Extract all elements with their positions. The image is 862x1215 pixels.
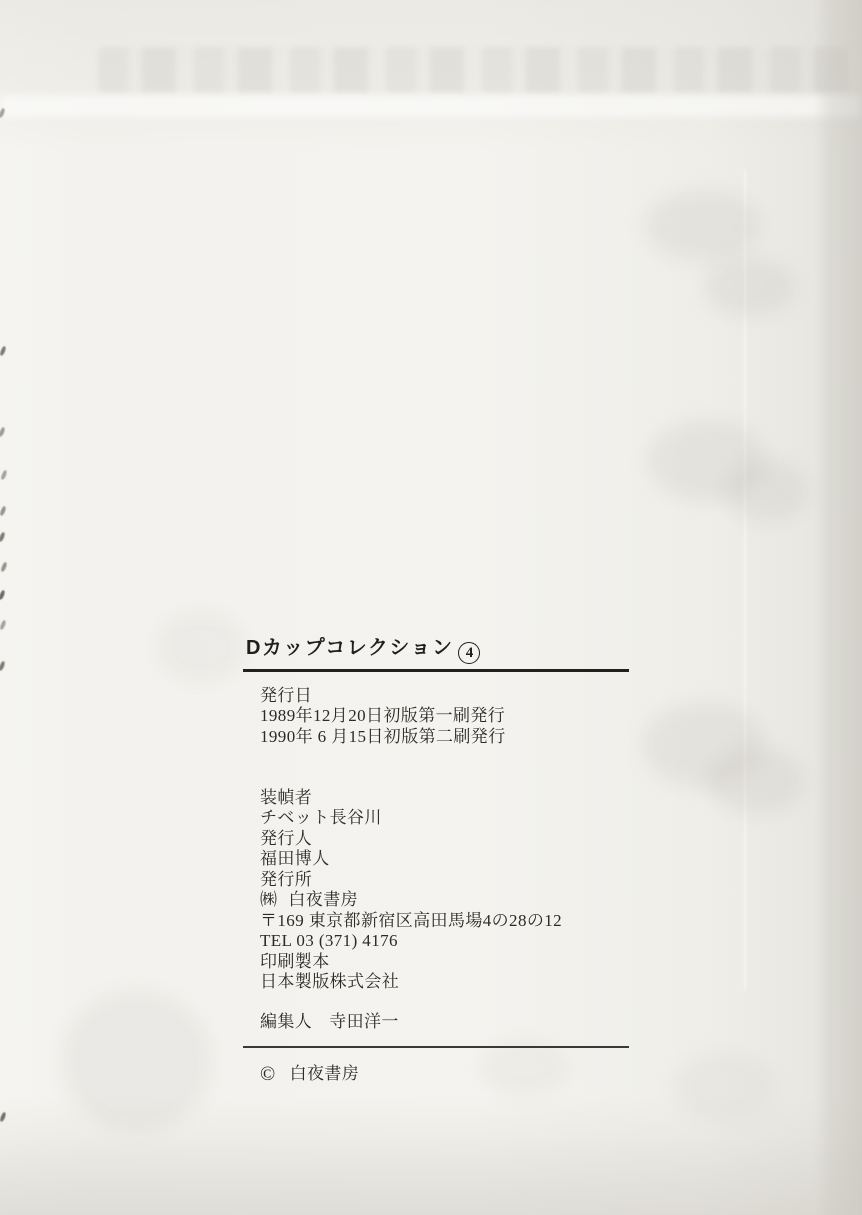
colophon-lines [260,686,629,1033]
publishing-house-line [260,890,629,911]
editor-name: 寺田洋一 [329,1012,399,1031]
address-line: 〒169 東京都新宿区高田馬場4の28の12 [260,910,563,930]
publishing-house-name: 白夜書房 [288,890,359,909]
first-printing-line: 1989年12月20日初版第一刷発行 [260,706,506,725]
binding-mark [0,532,6,543]
bleedthrough-blob [708,748,804,814]
colophon-block [243,637,629,1086]
binding-mark [0,1112,7,1123]
binding-mark [0,427,6,438]
book-title-text: Dカップコレクション [246,637,454,659]
telephone-line: TEL 03 (371) 4176 [260,931,398,950]
bleedthrough-blob [645,190,760,262]
designer-name: チベット長谷川 [260,808,382,827]
binding-mark [0,590,6,601]
bleedthrough-blob [62,990,212,1132]
bleedthrough-blob [672,1052,776,1122]
scan-highlight-strip [0,95,862,117]
copyright-line [260,1059,629,1086]
kabushiki-mark: ㈱ [260,890,278,909]
publisher-name: 福田博人 [260,849,330,868]
book-title [246,637,629,664]
editor-line [260,1012,629,1033]
printer-label: 印刷製本 [260,951,330,971]
issue-date-label: 発行日 [260,685,313,705]
volume-number-circled: 4 [458,642,480,664]
publishing-house-label: 発行所 [260,869,313,889]
divider-bottom-rule [243,1046,629,1048]
binding-mark [0,346,7,357]
bleedthrough-title-ghost [98,47,850,93]
page-gutter-shading [814,0,862,1215]
binding-mark [0,470,8,481]
copyright-holder: 白夜書房 [289,1063,360,1083]
copyright-icon: © [260,1062,276,1085]
divider-top-rule [243,669,629,672]
binding-mark [0,620,7,631]
bleedthrough-blob [703,258,795,316]
binding-mark [0,506,7,517]
bleedthrough-blob [726,460,808,522]
binding-mark [0,661,6,672]
designer-label: 装幀者 [260,787,313,807]
bleedthrough-blob [155,610,247,684]
printer-name: 日本製版株式会社 [260,972,400,991]
publisher-label: 発行人 [260,828,313,848]
bottom-edge-shading [0,1140,862,1215]
binding-mark [0,562,8,573]
second-printing-line: 1990年 6 月15日初版第二刷発行 [260,726,506,746]
editor-label: 編集人 [260,1012,313,1031]
